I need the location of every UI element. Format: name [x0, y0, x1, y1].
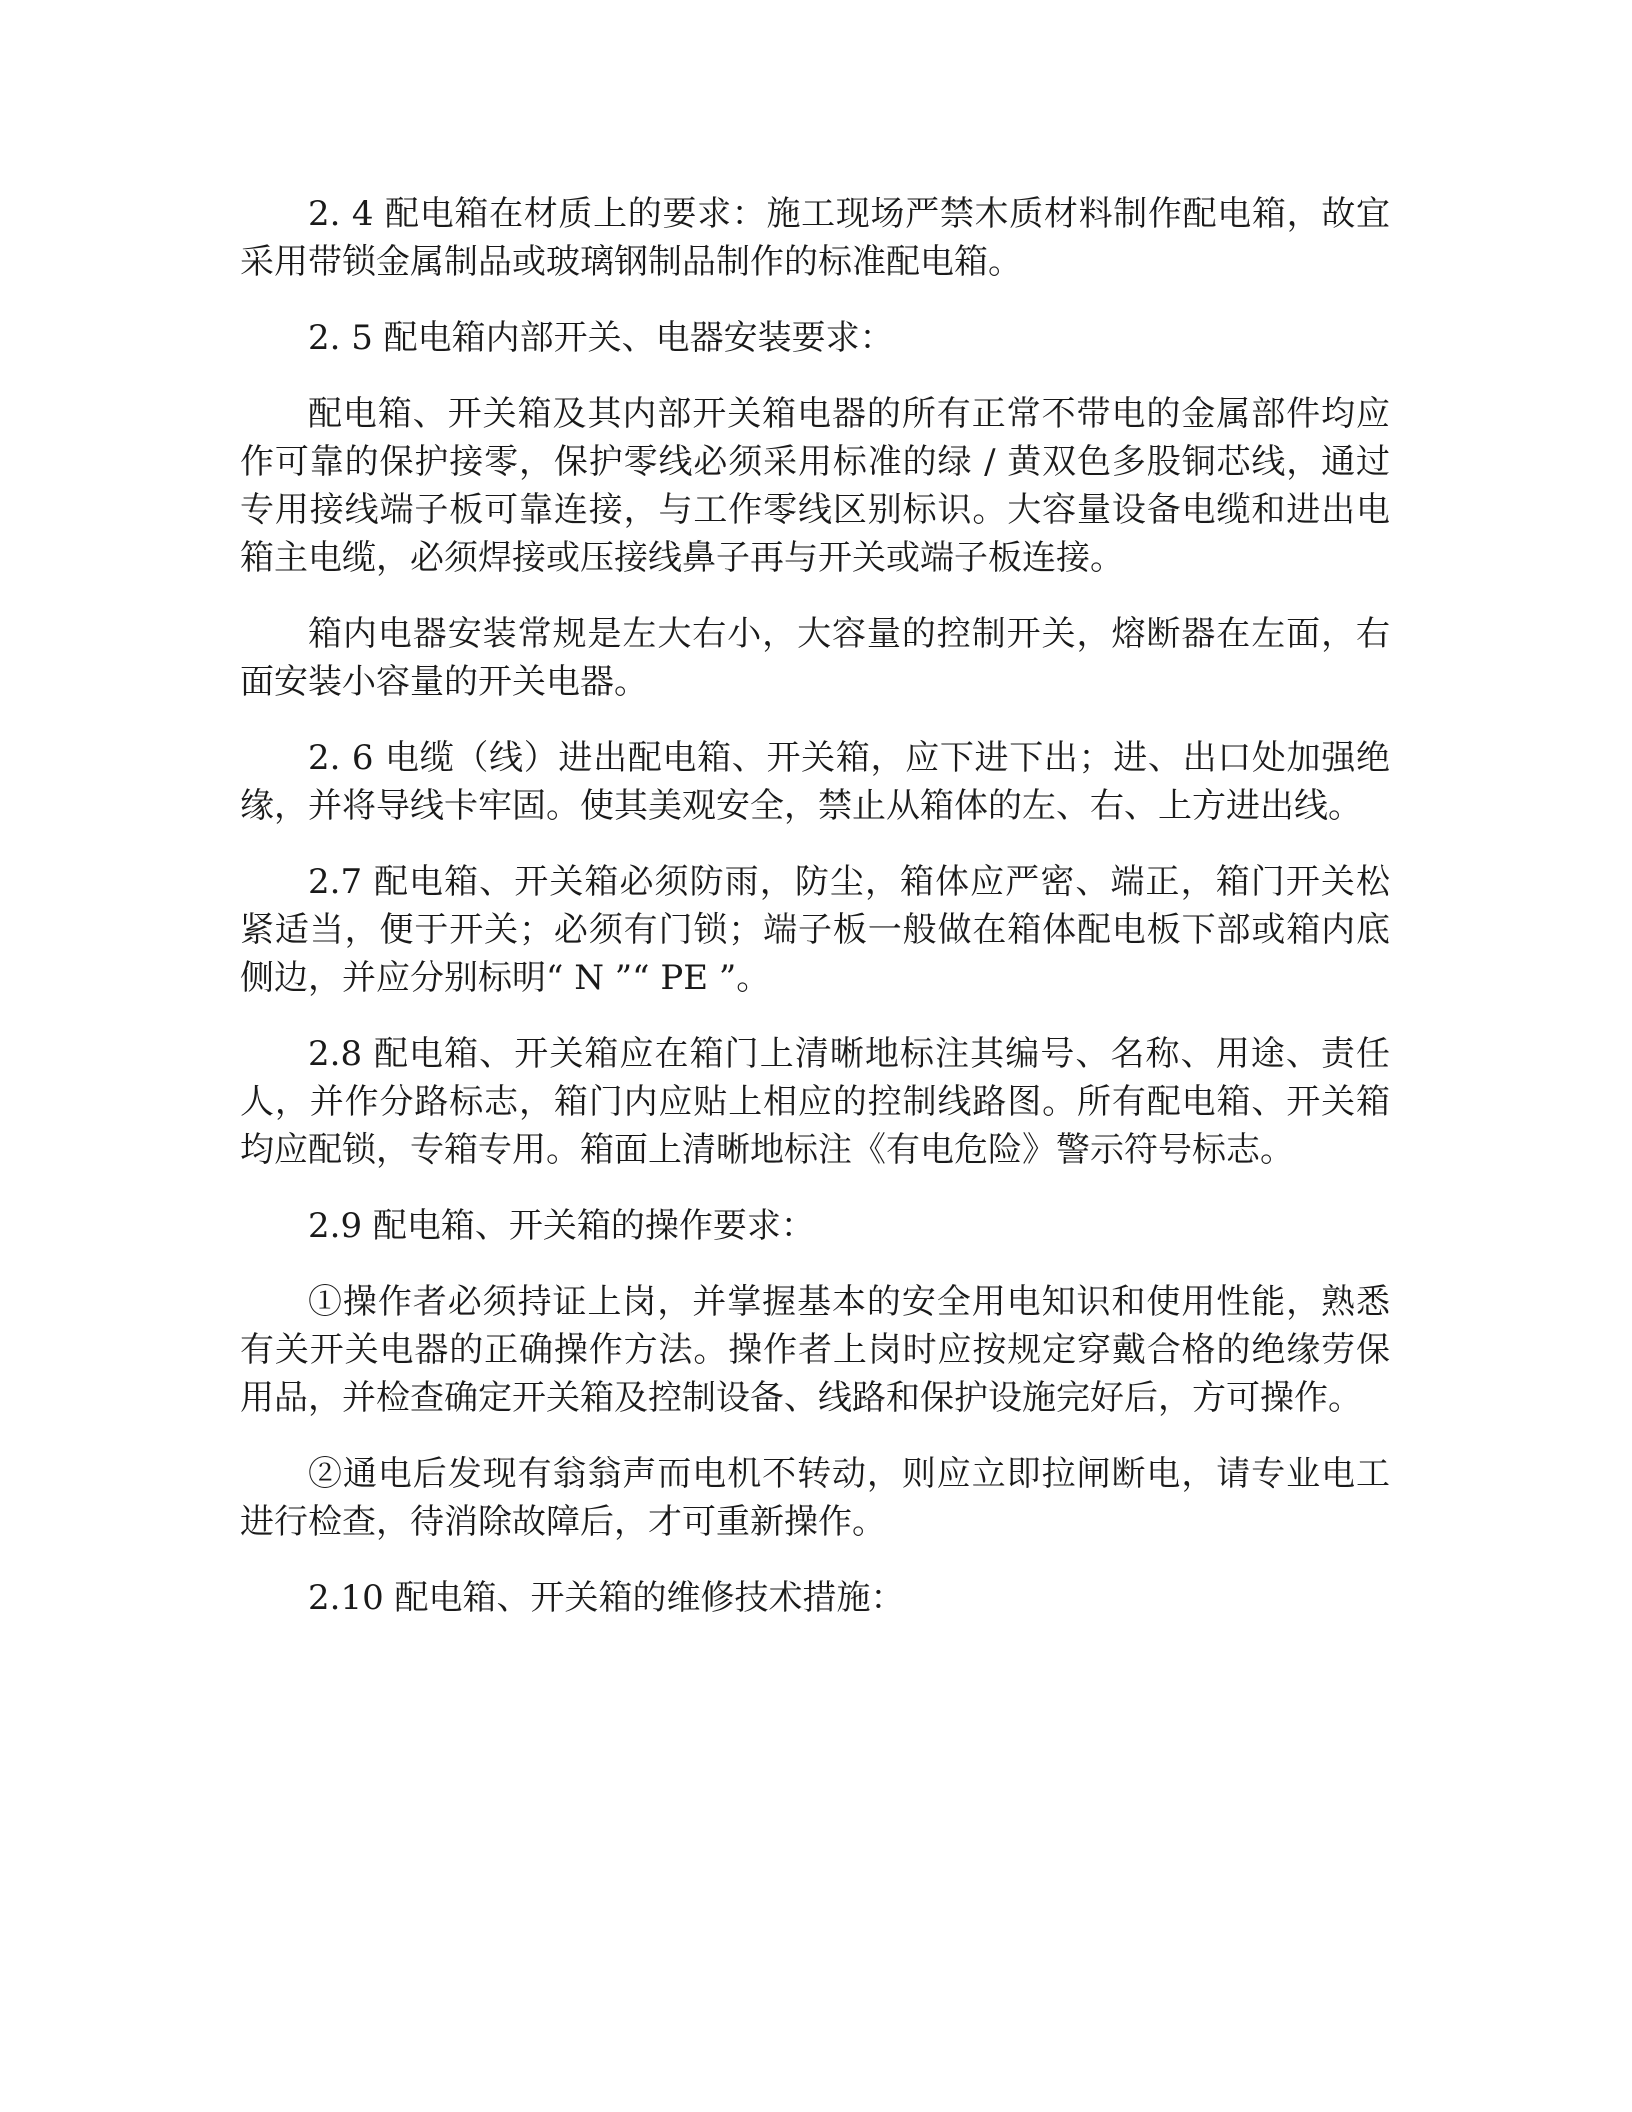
paragraph-operation-2: ②通电后发现有翁翁声而电机不转动，则应立即拉闸断电，请专业电工进行检查，待消除故障后，才可重新操作。 — [240, 1454, 1390, 1542]
paragraph-grounding: 配电箱、开关箱及其内部开关箱电器的所有正常不带电的金属部件均应作可靠的保护接零，保护零线必须采用标准的绿 / 黄双色多股铜芯线，通过专用接线端子板可靠连接，与工作零线区别标识。大容量设备电缆和进出电箱主电缆，必须焊接或压接线鼻子再与开关或端子板连接。 — [240, 394, 1390, 578]
paragraph-2-8-labeling: 2.8 配电箱、开关箱应在箱门上清晰地标注其编号、名称、用途、责任人，并作分路标志，箱门内应贴上相应的控制线路图。所有配电箱、开关箱均应配锁，专箱专用。箱面上清晰地标注《有电危险》警示符号标志。 — [240, 1034, 1390, 1170]
paragraph-2-5-heading: 2. 5 配电箱内部开关、电器安装要求： — [308, 318, 894, 358]
paragraph-layout-rule: 箱内电器安装常规是左大右小，大容量的控制开关，熔断器在左面，右面安装小容量的开关电器。 — [240, 614, 1390, 702]
paragraph-2-9-heading: 2.9 配电箱、开关箱的操作要求： — [308, 1206, 815, 1246]
paragraph-2-6-cable-entry: 2. 6 电缆（线）进出配电箱、开关箱，应下进下出；进、出口处加强绝缘，并将导线卡牢固。使其美观安全，禁止从箱体的左、右、上方进出线。 — [240, 738, 1390, 826]
paragraph-2-7-weatherproof: 2.7 配电箱、开关箱必须防雨，防尘，箱体应严密、端正，箱门开关松紧适当，便于开关；必须有门锁；端子板一般做在箱体配电板下部或箱内底侧边，并应分别标明“ N ”“ PE ”。 — [240, 862, 1390, 998]
document-body — [240, 190, 1390, 1650]
paragraph-2-10-heading: 2.10 配电箱、开关箱的维修技术措施： — [308, 1578, 905, 1618]
paragraph-operation-1: ①操作者必须持证上岗，并掌握基本的安全用电知识和使用性能，熟悉有关开关电器的正确操作方法。操作者上岗时应按规定穿戴合格的绝缘劳保用品，并检查确定开关箱及控制设备、线路和保护设施完好后，方可操作。 — [240, 1282, 1390, 1418]
paragraph-2-4-material: 2. 4 配电箱在材质上的要求：施工现场严禁木质材料制作配电箱，故宜采用带锁金属制品或玻璃钢制品制作的标准配电箱。 — [240, 194, 1390, 282]
